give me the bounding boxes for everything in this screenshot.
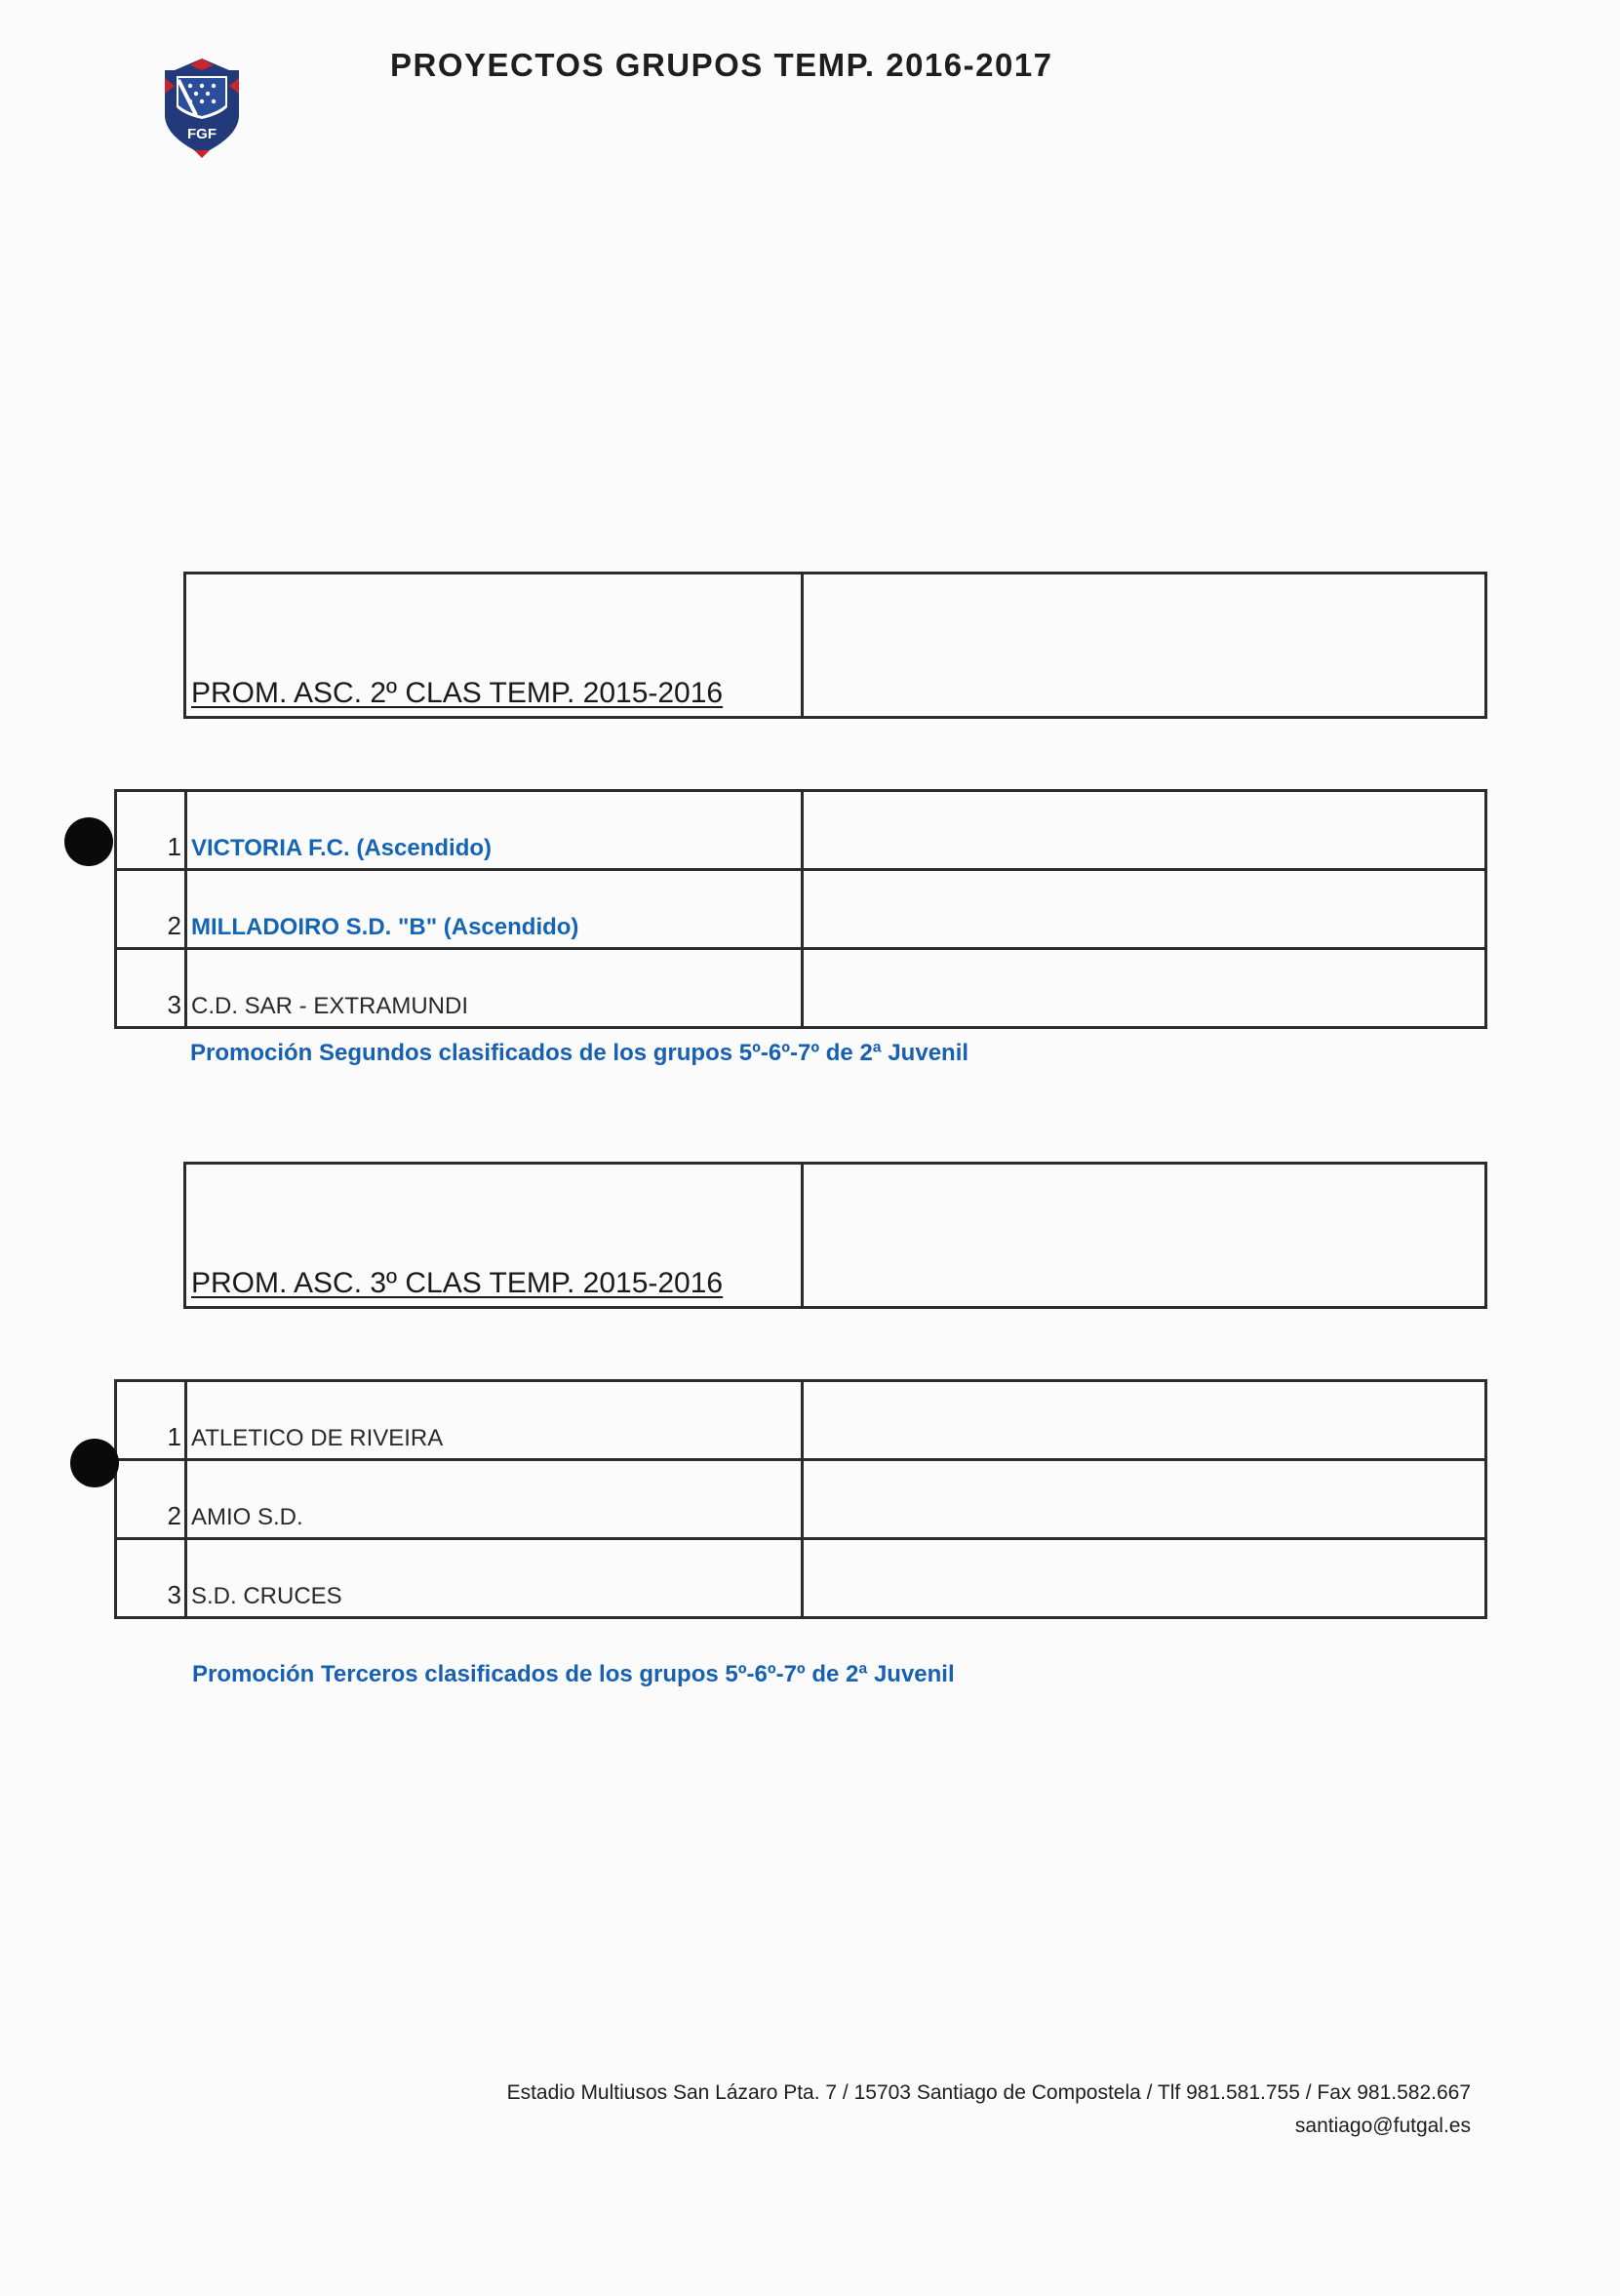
section1-header-empty-cell (803, 574, 1486, 718)
footer-address: Estadio Multiusos San Lázaro Pta. 7 / 15703 Santiago de Compostela / Tlf 981.581.755 / Fax 981.582.667 (506, 2081, 1471, 2104)
row-number: 3 (116, 1539, 186, 1618)
footer-email[interactable]: santiago@futgal.es (1294, 2115, 1471, 2137)
table-row (116, 1539, 1486, 1618)
binder-hole-marker (64, 817, 113, 866)
row-number: 1 (116, 791, 186, 870)
team-name: AMIO S.D. (186, 1460, 803, 1539)
section2-header: PROM. ASC. 3º CLAS TEMP. 2015-2016 (191, 1267, 724, 1299)
empty-cell (803, 949, 1486, 1028)
section1-note: Promoción Segundos clasificados de los grupos 5º-6º-7º de 2ª Juvenil (190, 1040, 969, 1066)
section2-list-table (114, 1379, 1487, 1619)
table-row (116, 949, 1486, 1028)
row-number: 1 (116, 1381, 186, 1460)
empty-cell (803, 1381, 1486, 1460)
team-name: ATLETICO DE RIVEIRA (186, 1381, 803, 1460)
row-number: 2 (116, 1460, 186, 1539)
section1-list-table (114, 789, 1487, 1029)
team-name: C.D. SAR - EXTRAMUNDI (186, 949, 803, 1028)
binder-hole-marker (70, 1439, 119, 1487)
section1-header-cell (185, 574, 803, 718)
table-row (116, 791, 1486, 870)
team-name: MILLADOIRO S.D. "B" (Ascendido) (186, 870, 803, 949)
table-row (116, 870, 1486, 949)
fgf-crest-icon (161, 57, 243, 158)
section1-header: PROM. ASC. 2º CLAS TEMP. 2015-2016 (191, 677, 724, 709)
row-number: 2 (116, 870, 186, 949)
section2-note: Promoción Terceros clasificados de los grupos 5º-6º-7º de 2ª Juvenil (192, 1661, 955, 1687)
section2-header-empty-cell (803, 1164, 1486, 1308)
table-row (116, 1460, 1486, 1539)
logo-text: FGF (187, 126, 217, 142)
row-number: 3 (116, 949, 186, 1028)
empty-cell (803, 1539, 1486, 1618)
empty-cell (803, 1460, 1486, 1539)
team-name: S.D. CRUCES (186, 1539, 803, 1618)
section1-header-table (183, 572, 1487, 719)
page-title: PROYECTOS GRUPOS TEMP. 2016-2017 (390, 47, 1053, 83)
table-row (116, 1381, 1486, 1460)
empty-cell (803, 791, 1486, 870)
empty-cell (803, 870, 1486, 949)
team-name: VICTORIA F.C. (Ascendido) (186, 791, 803, 870)
section2-header-table (183, 1162, 1487, 1309)
section2-header-cell (185, 1164, 803, 1308)
